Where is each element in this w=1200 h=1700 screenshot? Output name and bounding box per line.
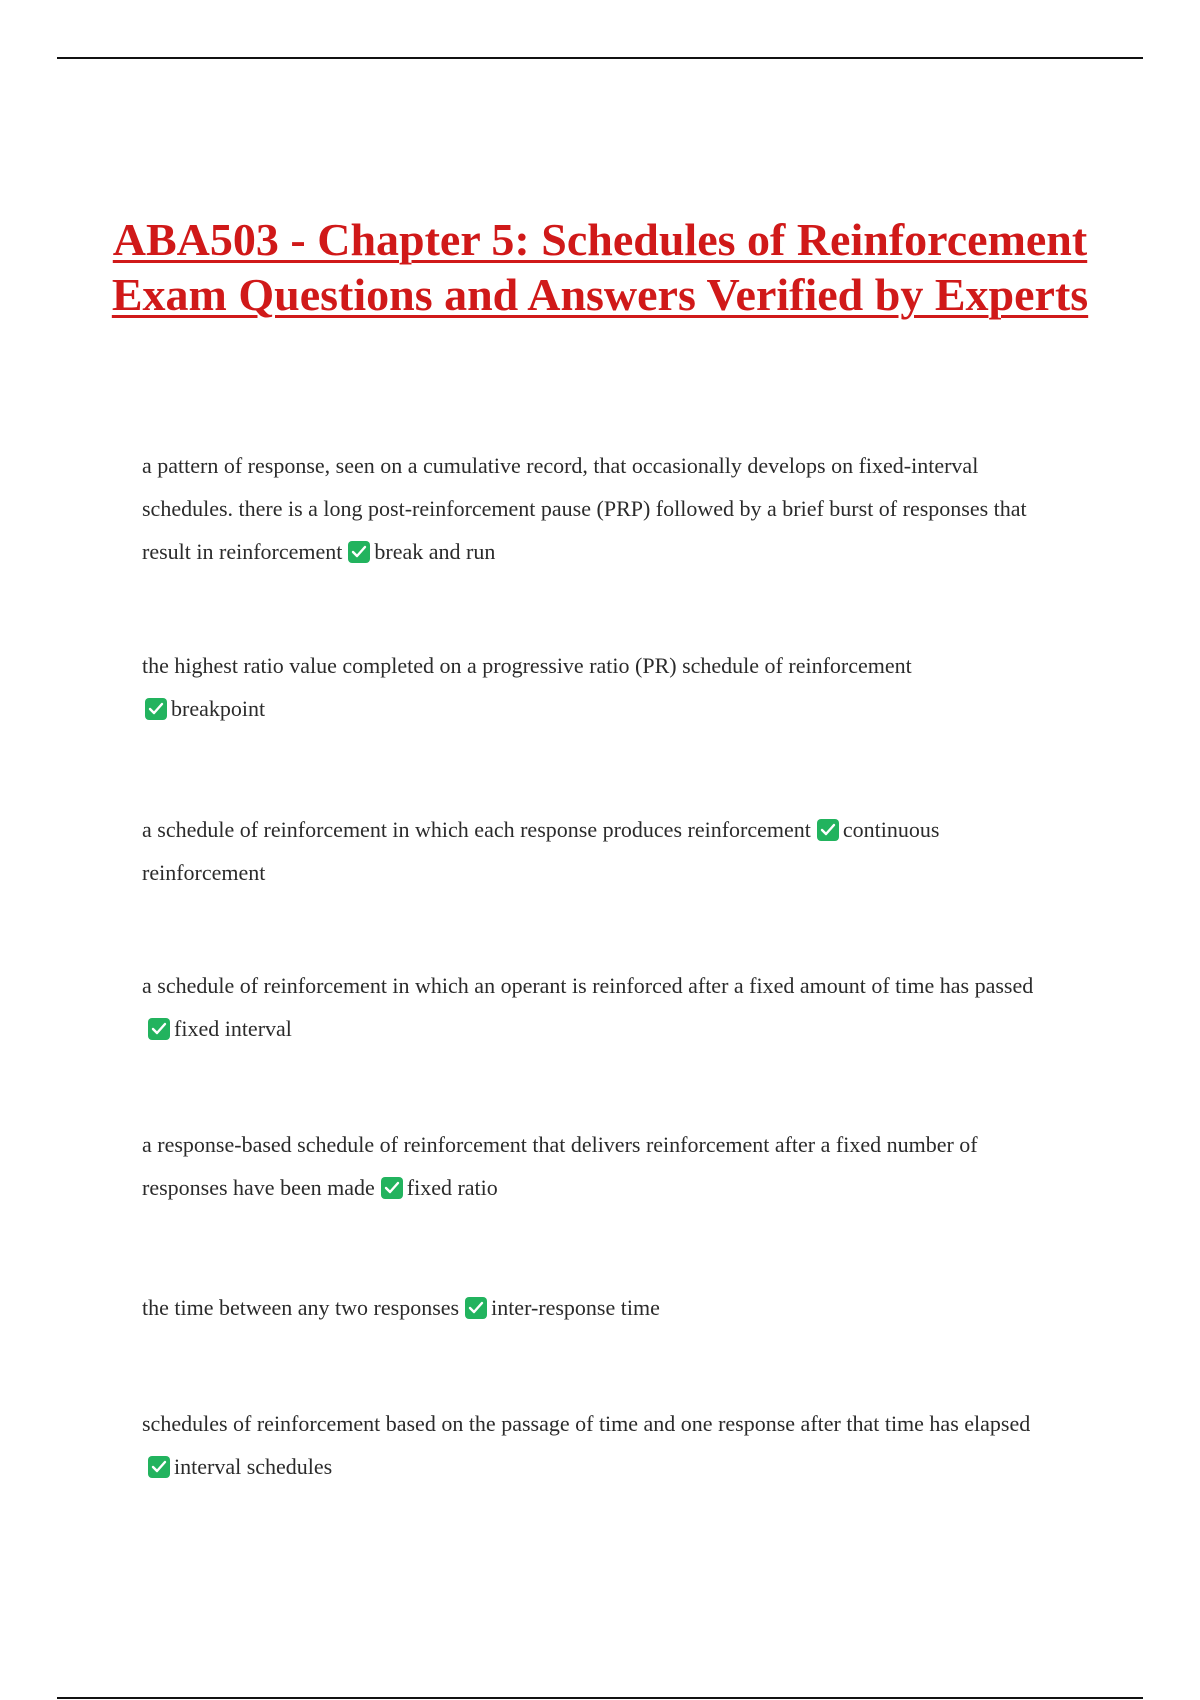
top-rule [57,57,1143,59]
question-text: a pattern of response, seen on a cumulative record, that occasionally develops on fixed-interval schedules. there is a long post-reinforcement pause (PRP) followed by a brief burst of responses that result in reinforcement [142,453,1027,564]
answer-text: inter-response time [491,1295,660,1320]
qa-item [142,964,1062,1050]
answer-text: interval schedules [174,1454,333,1479]
document-title: ABA503 - Chapter 5: Schedules of Reinforcement Exam Questions and Answers Verified by Experts [111,214,1089,320]
qa-item [142,1286,1062,1329]
answer-text: breakpoint [171,696,266,721]
qa-item [142,444,1062,573]
qa-item [142,1402,1062,1488]
answer-text: fixed interval [174,1016,292,1041]
qa-item [142,1123,1062,1209]
answer-text: break and run [374,539,496,564]
check-icon [465,1297,487,1319]
check-icon [381,1177,403,1199]
check-icon [145,698,167,720]
check-icon [148,1018,170,1040]
check-icon [348,541,370,563]
check-icon [148,1456,170,1478]
question-text: a schedule of reinforcement in which each response produces reinforcement [142,817,811,842]
bottom-rule [57,1697,1143,1699]
question-text: the highest ratio value completed on a progressive ratio (PR) schedule of reinforcement [142,653,912,678]
qa-item [142,644,1062,730]
question-text: a response-based schedule of reinforcement that delivers reinforcement after a fixed number of responses have been made [142,1132,978,1200]
question-text: the time between any two responses [142,1295,460,1320]
answer-text: fixed ratio [406,1175,498,1200]
qa-item [142,808,1062,894]
answer-text: continuous reinforcement [142,817,940,885]
question-text: schedules of reinforcement based on the passage of time and one response after that time has elapsed [142,1411,1031,1436]
question-text: a schedule of reinforcement in which an operant is reinforced after a fixed amount of time has passed [142,973,1034,998]
check-icon [817,819,839,841]
